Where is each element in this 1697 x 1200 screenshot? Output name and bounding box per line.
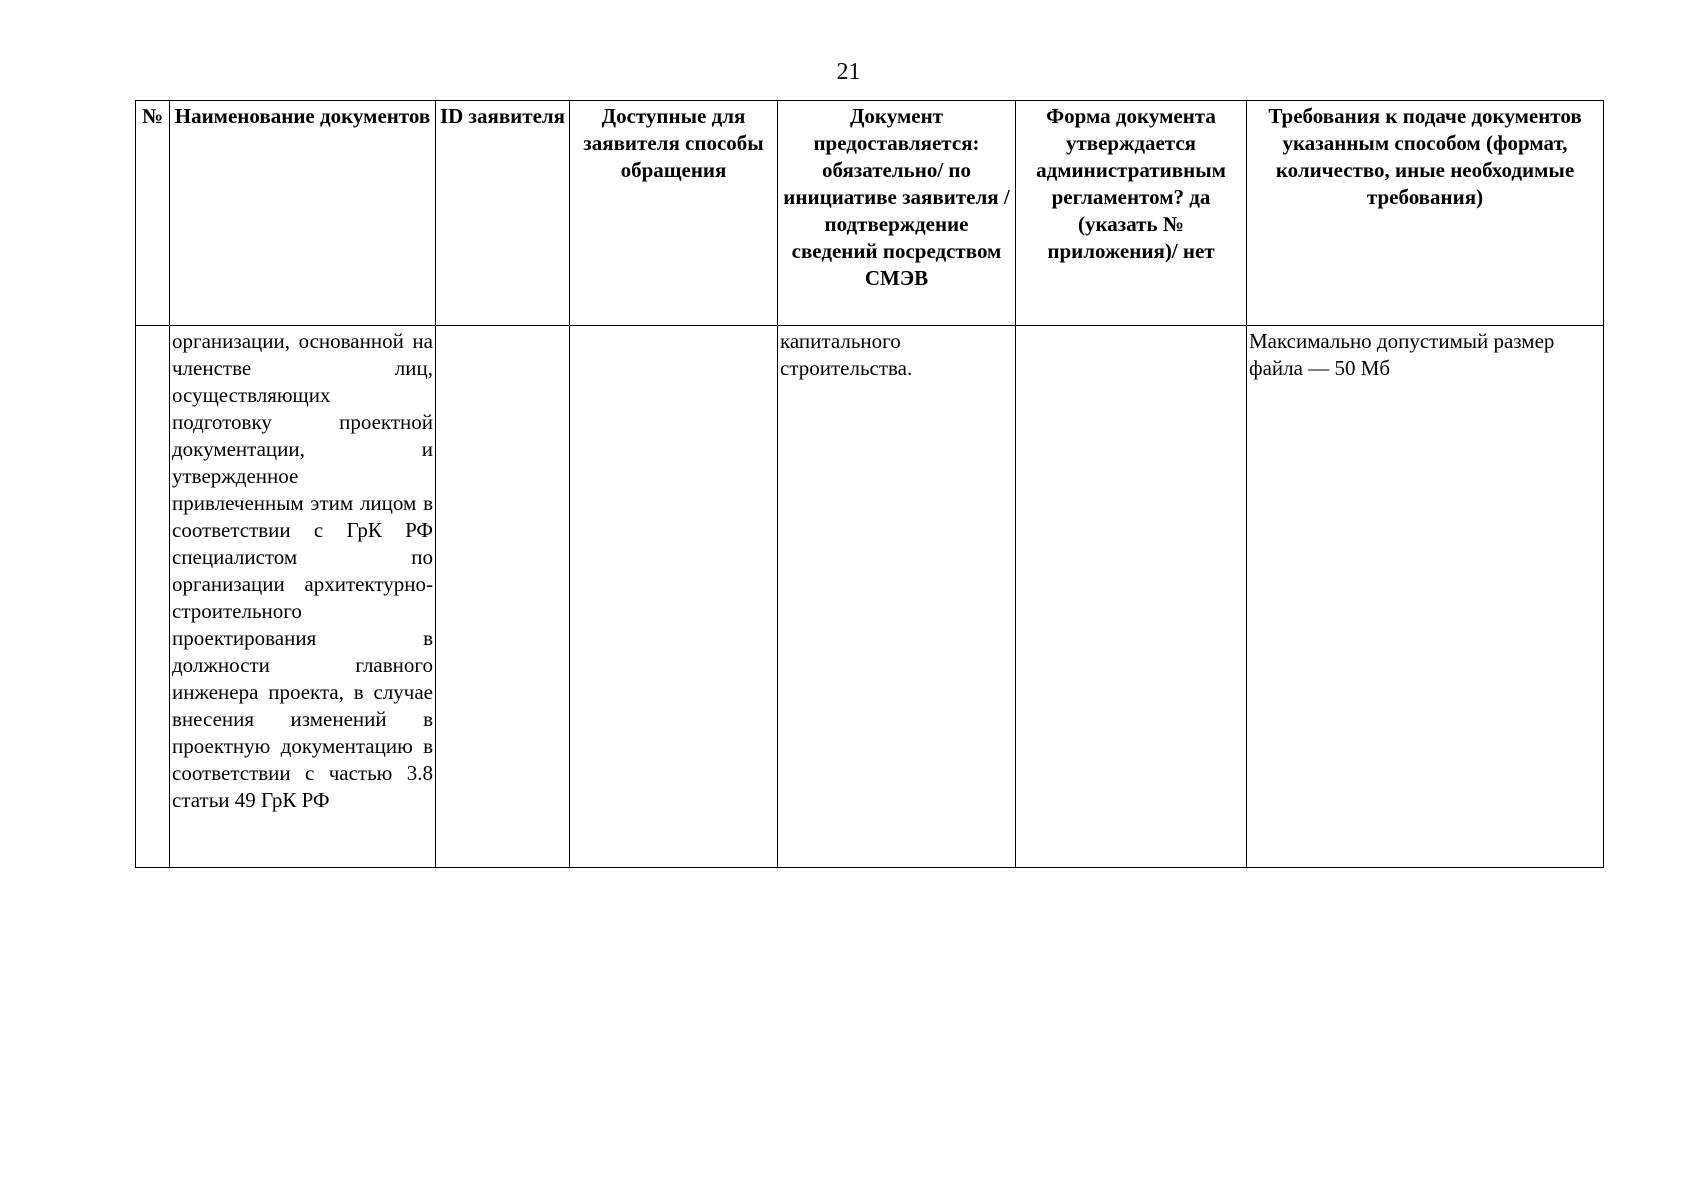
page-number: 21 [836,59,861,85]
cell-requirements: Максимально допустимый размер файла — 50 Мб [1247,326,1604,868]
table-header-row [136,101,1604,326]
cell-provision: капитального строительства. [778,326,1016,868]
cell-number [136,326,170,868]
cell-regulation-form [1016,326,1247,868]
header-number: № [136,101,170,326]
documents-table [135,100,1604,868]
header-applicant-id: ID заявителя [436,101,570,326]
table-row [136,326,1604,868]
header-requirements: Требования к подаче документов указанным способом (формат, количество, иные необходимые требования) [1247,101,1604,326]
cell-applicant-id [436,326,570,868]
cell-access-methods [570,326,778,868]
header-provision: Документ предоставляется: обязательно/ по инициативе заявителя /подтверждение сведений посредством СМЭВ [778,101,1016,326]
header-document-name: Наименование документов [170,101,436,326]
cell-document-name: организации, основанной на членстве лиц, осуществляющих подготовку проектной документации, и утвержденное привлеченным этим лицом в соответствии с ГрК РФ специалистом по организации архитектурно-строительного проектирования в должности главного инженера проекта, в случае внесения изменений в проектную документацию в соответствии с частью 3.8 статьи 49 ГрК РФ [170,326,436,868]
header-access-methods: Доступные для заявителя способы обращения [570,101,778,326]
header-regulation-form: Форма документа утверждается административным регламентом? да (указать № приложения)/ нет [1016,101,1247,326]
